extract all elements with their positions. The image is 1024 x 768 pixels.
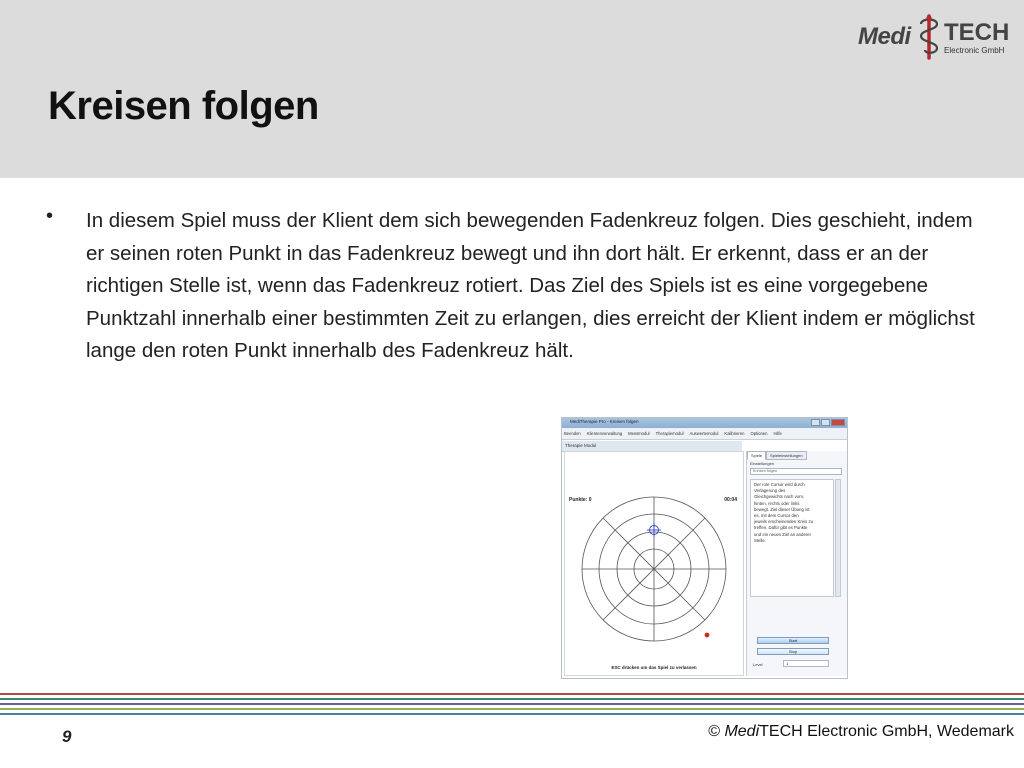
crosshair-icon <box>647 523 661 537</box>
maximize-icon <box>821 419 830 426</box>
slide-header <box>0 0 1024 178</box>
window-title: MediTherapie Pro - Kreisen folgen <box>570 419 639 424</box>
game-description: Der rote Cursor wird durch Verlagerung des Gleichgewichts nach vorn, hinten, rechts oder links bewegt. Ziel dieser Übung ist es, mit dem Cursor den jeweils erscheinenden Kreis zu treffen. Dafür gibt es Punkte und ein neues Ziel an anderer Stelle. <box>750 479 834 597</box>
window-titlebar <box>562 418 847 428</box>
caduceus-icon <box>916 14 942 60</box>
window-controls <box>811 419 845 426</box>
game-area <box>564 451 744 676</box>
meditech-logo <box>858 14 1018 64</box>
footer-stripes <box>0 693 1024 717</box>
minimize-icon <box>811 419 820 426</box>
menu-item-optionen: Optionen <box>750 431 768 436</box>
footer-company: TECH Electronic GmbH, Wedemark <box>759 723 1014 740</box>
red-cursor-icon <box>705 633 710 638</box>
close-icon <box>831 419 845 426</box>
logo-tech-text: TECH <box>944 19 1010 46</box>
bullet-text: In diesem Spiel muss der Klient dem sich bewegenden Fadenkreuz folgen. Dies geschieht, indem er seinen roten Punkt in das Fadenkreuz bewegt und ihn dort hält. Er erkennt, dass er an der richtigen Stelle ist, wenn das Fadenkreuz rotiert. Das Ziel des Spiels ist es eine vorgegebene Punktzahl innerhalb einer bestimmten Zeit zu erlangen, dies erreicht der Klient indem er möglichst lange den roten Punkt innerhalb des Fadenkreuz hält. <box>86 209 975 363</box>
footer-copyright <box>708 723 1014 741</box>
menu-item-therapiemodul: Therapiemodul <box>655 431 684 436</box>
slide-title: Kreisen folgen <box>48 84 319 128</box>
panel-tabs <box>747 451 807 460</box>
menu-item-beenden: Beenden <box>564 431 581 436</box>
bullet-marker: • <box>46 205 54 227</box>
window-menubar <box>562 428 847 440</box>
menu-item-kalibrieren: Kalibrieren <box>724 431 745 436</box>
tab-spiele: Spiele <box>747 451 766 460</box>
game-screenshot <box>561 417 848 679</box>
start-button: Start <box>757 637 829 644</box>
menu-item-klienten: Klientenverwaltung <box>586 431 623 436</box>
target-circles <box>565 452 745 677</box>
module-tab-label: Therapie Modul <box>565 443 597 448</box>
game-select: Kreisen folgen <box>750 468 842 475</box>
logo-subtitle: Electronic GmbH <box>944 46 1005 55</box>
copyright-symbol: © <box>708 723 720 740</box>
level-label: Level <box>753 662 763 667</box>
menu-item-messmodul: Messmodul <box>628 431 650 436</box>
tab-spieleinstellungen: Spieleinstellungen <box>766 451 806 460</box>
level-select: 1 <box>783 660 829 667</box>
logo-medi-text: Medi <box>858 23 911 50</box>
stop-button: Stop <box>757 648 829 655</box>
timer-label: 00:04 <box>724 497 737 503</box>
page-number: 9 <box>62 727 72 746</box>
settings-panel <box>746 451 847 676</box>
footer-medi: Medi <box>724 723 760 740</box>
description-scrollbar <box>835 479 841 597</box>
esc-hint: ESC drücken um das Spiel zu verlassen <box>611 665 697 670</box>
score-label: Punkte: 0 <box>569 497 592 503</box>
menu-item-auswertemodul: Auswertemodul <box>689 431 719 436</box>
panel-heading: Einstellungen <box>750 461 775 466</box>
menu-item-hilfe: Hilfe <box>773 431 782 436</box>
